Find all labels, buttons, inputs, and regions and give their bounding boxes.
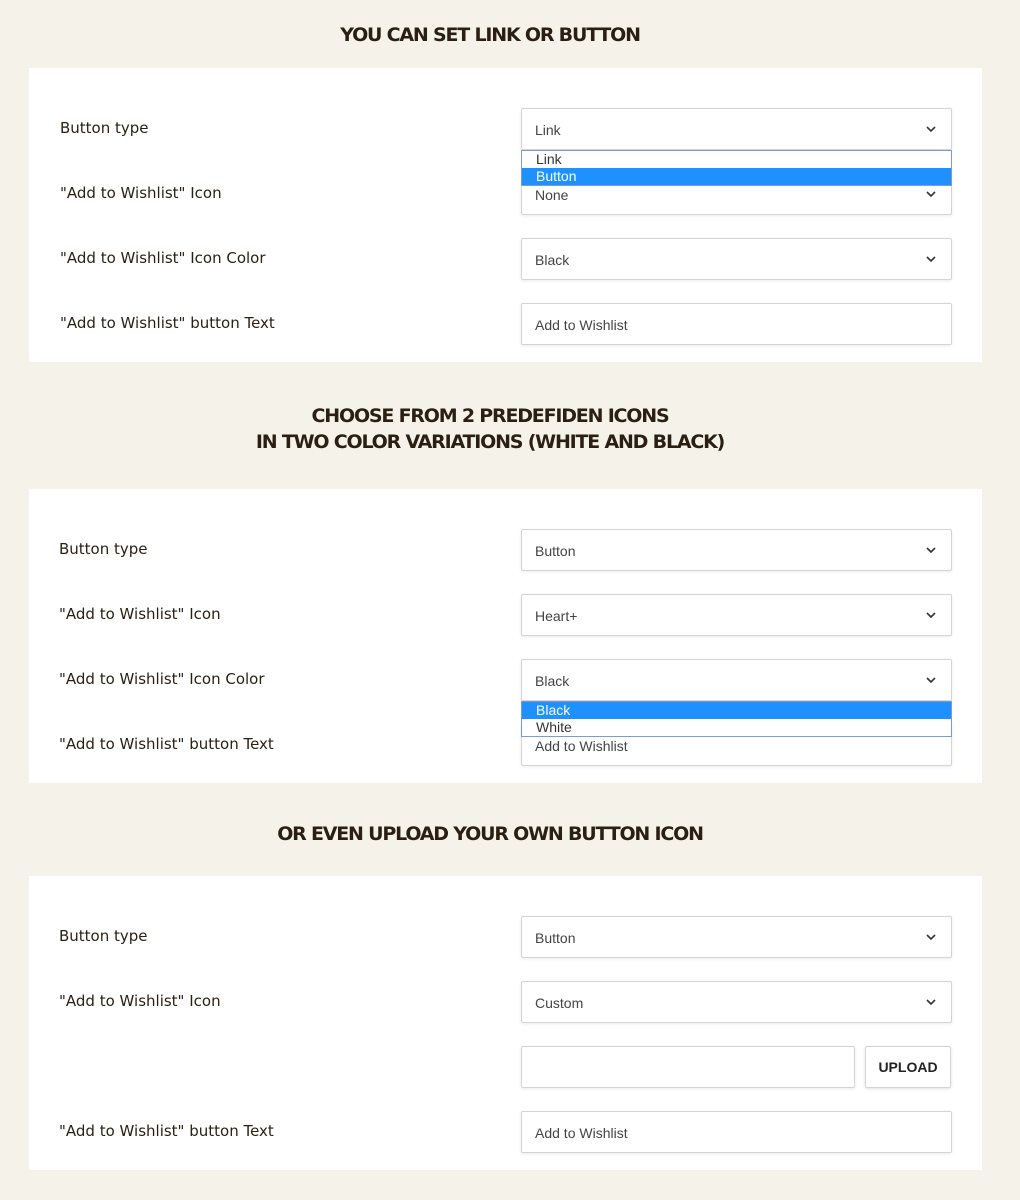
wishlist-icon-label: "Add to Wishlist" Icon [59,605,221,623]
icon-color-dropdown-list[interactable] [521,701,952,737]
button-type-label: Button type [59,540,148,558]
button-type-select[interactable] [521,108,952,150]
dropdown-option-link[interactable]: Link [536,151,562,167]
wishlist-icon-label: "Add to Wishlist" Icon [60,184,222,202]
button-type-select[interactable] [521,529,952,571]
wishlist-icon-label: "Add to Wishlist" Icon [59,992,221,1010]
section-2-heading-line-1: CHOOSE FROM 2 PREDEFIDEN ICONS [311,405,669,427]
dropdown-option-button[interactable]: Button [522,168,951,185]
button-type-label: Button type [59,927,148,945]
wishlist-icon-color-value: Black [535,252,570,268]
wishlist-icon-select[interactable] [521,981,952,1023]
button-type-dropdown-list[interactable] [521,150,952,186]
section-2-panel [29,489,982,783]
wishlist-button-text-label: "Add to Wishlist" button Text [60,314,275,332]
wishlist-button-text-value: Add to Wishlist [535,738,628,754]
button-type-value: Button [535,930,576,946]
chevron-down-icon [925,674,937,686]
chevron-down-icon [925,253,937,265]
section-2-heading [0,403,980,455]
section-1-panel [29,68,982,362]
section-3-heading [0,821,980,847]
dropdown-option-black[interactable]: Black [522,702,951,719]
chevron-down-icon [925,123,937,135]
wishlist-button-text-value: Add to Wishlist [535,317,628,333]
section-3-heading-line: OR EVEN UPLOAD YOUR OWN BUTTON ICON [277,823,703,845]
wishlist-button-text-value: Add to Wishlist [535,1125,628,1141]
chevron-down-icon [925,609,937,621]
wishlist-icon-value: Heart+ [535,608,578,624]
wishlist-icon-value: None [535,187,569,203]
upload-button[interactable]: UPLOAD [865,1046,951,1088]
chevron-down-icon [925,996,937,1008]
button-type-select[interactable] [521,916,952,958]
section-1-heading-line: YOU CAN SET LINK OR BUTTON [340,24,640,46]
button-type-label: Button type [60,119,149,137]
custom-icon-file-input[interactable] [521,1046,855,1088]
section-3-panel [29,876,982,1170]
wishlist-button-text-input[interactable] [521,303,952,345]
chevron-down-icon [925,544,937,556]
button-type-value: Button [535,543,576,559]
wishlist-button-text-label: "Add to Wishlist" button Text [59,735,274,753]
wishlist-button-text-label: "Add to Wishlist" button Text [59,1122,274,1140]
wishlist-icon-select[interactable] [521,594,952,636]
chevron-down-icon [925,931,937,943]
dropdown-option-white[interactable]: White [536,719,572,735]
wishlist-icon-color-select[interactable] [521,659,952,701]
wishlist-icon-color-select[interactable] [521,238,952,280]
section-2-heading-line-2: IN TWO COLOR VARIATIONS (WHITE AND BLACK) [255,431,725,453]
wishlist-icon-color-value: Black [535,673,570,689]
section-1-heading [0,22,980,48]
button-type-value: Link [535,122,561,138]
wishlist-button-text-input[interactable] [521,1111,952,1153]
wishlist-icon-value: Custom [535,995,584,1011]
chevron-down-icon [925,188,937,200]
wishlist-icon-color-label: "Add to Wishlist" Icon Color [60,249,266,267]
wishlist-icon-color-label: "Add to Wishlist" Icon Color [59,670,265,688]
